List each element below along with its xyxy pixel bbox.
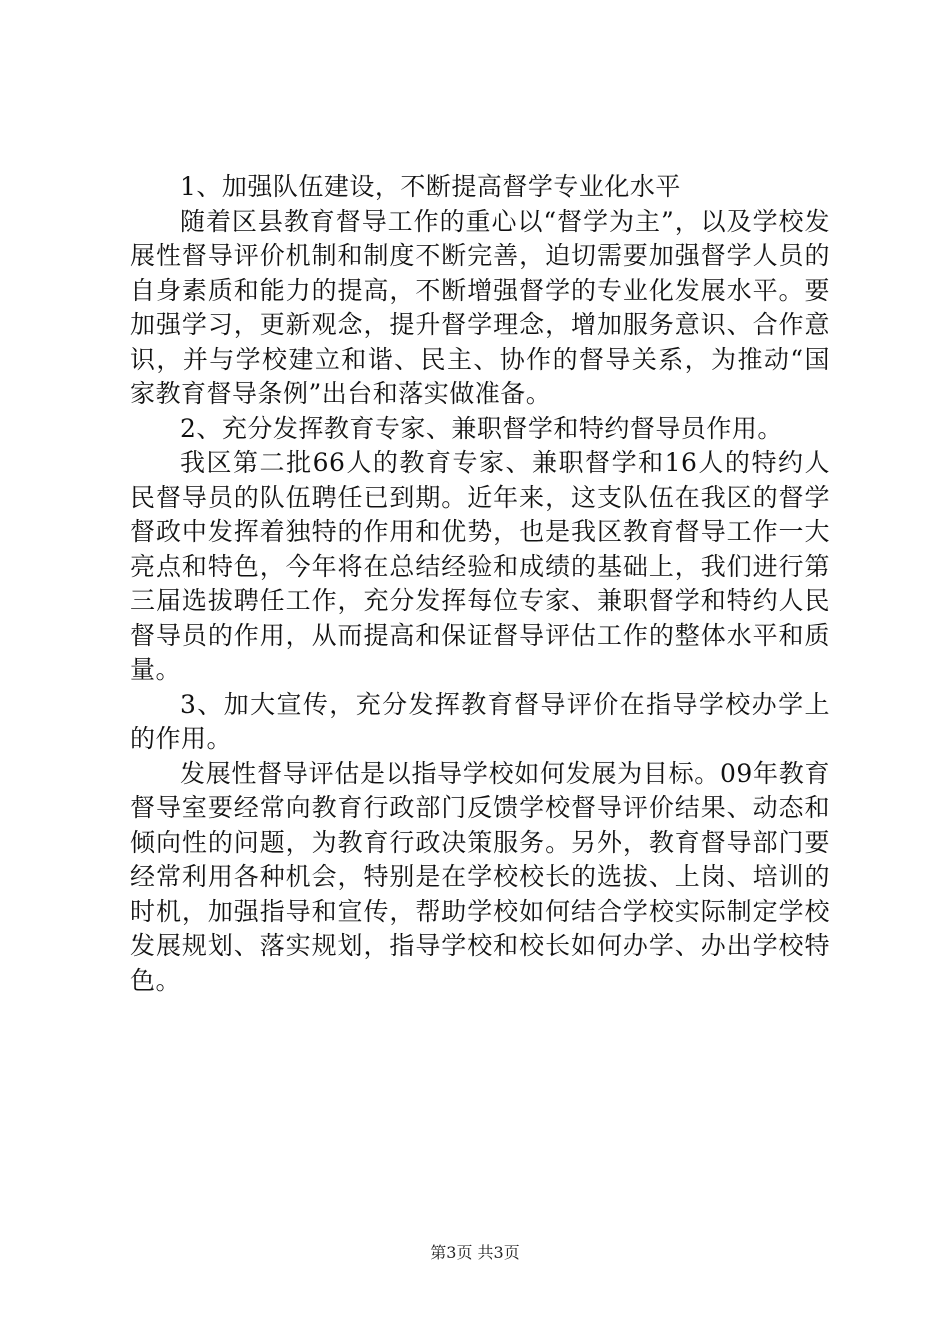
section-heading-1: 1、加强队伍建设，不断提高督学专业化水平 <box>180 172 681 201</box>
body-paragraph-1: 随着区县教育督导工作的重心以“督学为主”，以及学校发展性督导评价机制和制度不断完善，迫切需要加强督学人员的自身素质和能力的提高，不断增强督学的专业化发展水平。要加强学习，更新观念，提升督学理念，增加服务意识、合作意识，并与学校建立和谐、民主、协作的督导关系，为推动“国家教育督导条例”出台和落实做准备。 <box>130 206 830 408</box>
section-heading-2: 2、充分发挥教育专家、兼职督学和特约督导员作用。 <box>180 413 783 443</box>
body-paragraph-2: 我区第二批66人的教育专家、兼职督学和16人的特约人民督导员的队伍聘任已到期。近年来，这支队伍在我区的督学督政中发挥着独特的作用和优势，也是我区教育督导工作一大亮点和特色，今年将在总结经验和成绩的基础上，我们进行第三届选拔聘任工作，充分发挥每位专家、兼职督学和特约人民督导员的作用，从而提高和保证督导评估工作的整体水平和质量。 <box>130 448 830 684</box>
document-body <box>130 170 830 998</box>
section-heading-3: 3、加大宣传，充分发挥教育督导评价在指导学校办学上的作用。 <box>130 689 830 753</box>
body-paragraph-3: 发展性督导评估是以指导学校如何发展为目标。09年教育督导室要经常向教育行政部门反馈学校督导评价结果、动态和倾向性的问题，为教育行政决策服务。另外，教育督导部门要经常利用各种机会，特别是在学校校长的选拔、上岗、培训的时机，加强指导和宣传，帮助学校如何结合学校实际制定学校发展规划、落实规划，指导学校和校长如何办学、办出学校特色。 <box>130 758 830 995</box>
page-number-footer: 第3页 共3页 <box>430 1243 520 1262</box>
